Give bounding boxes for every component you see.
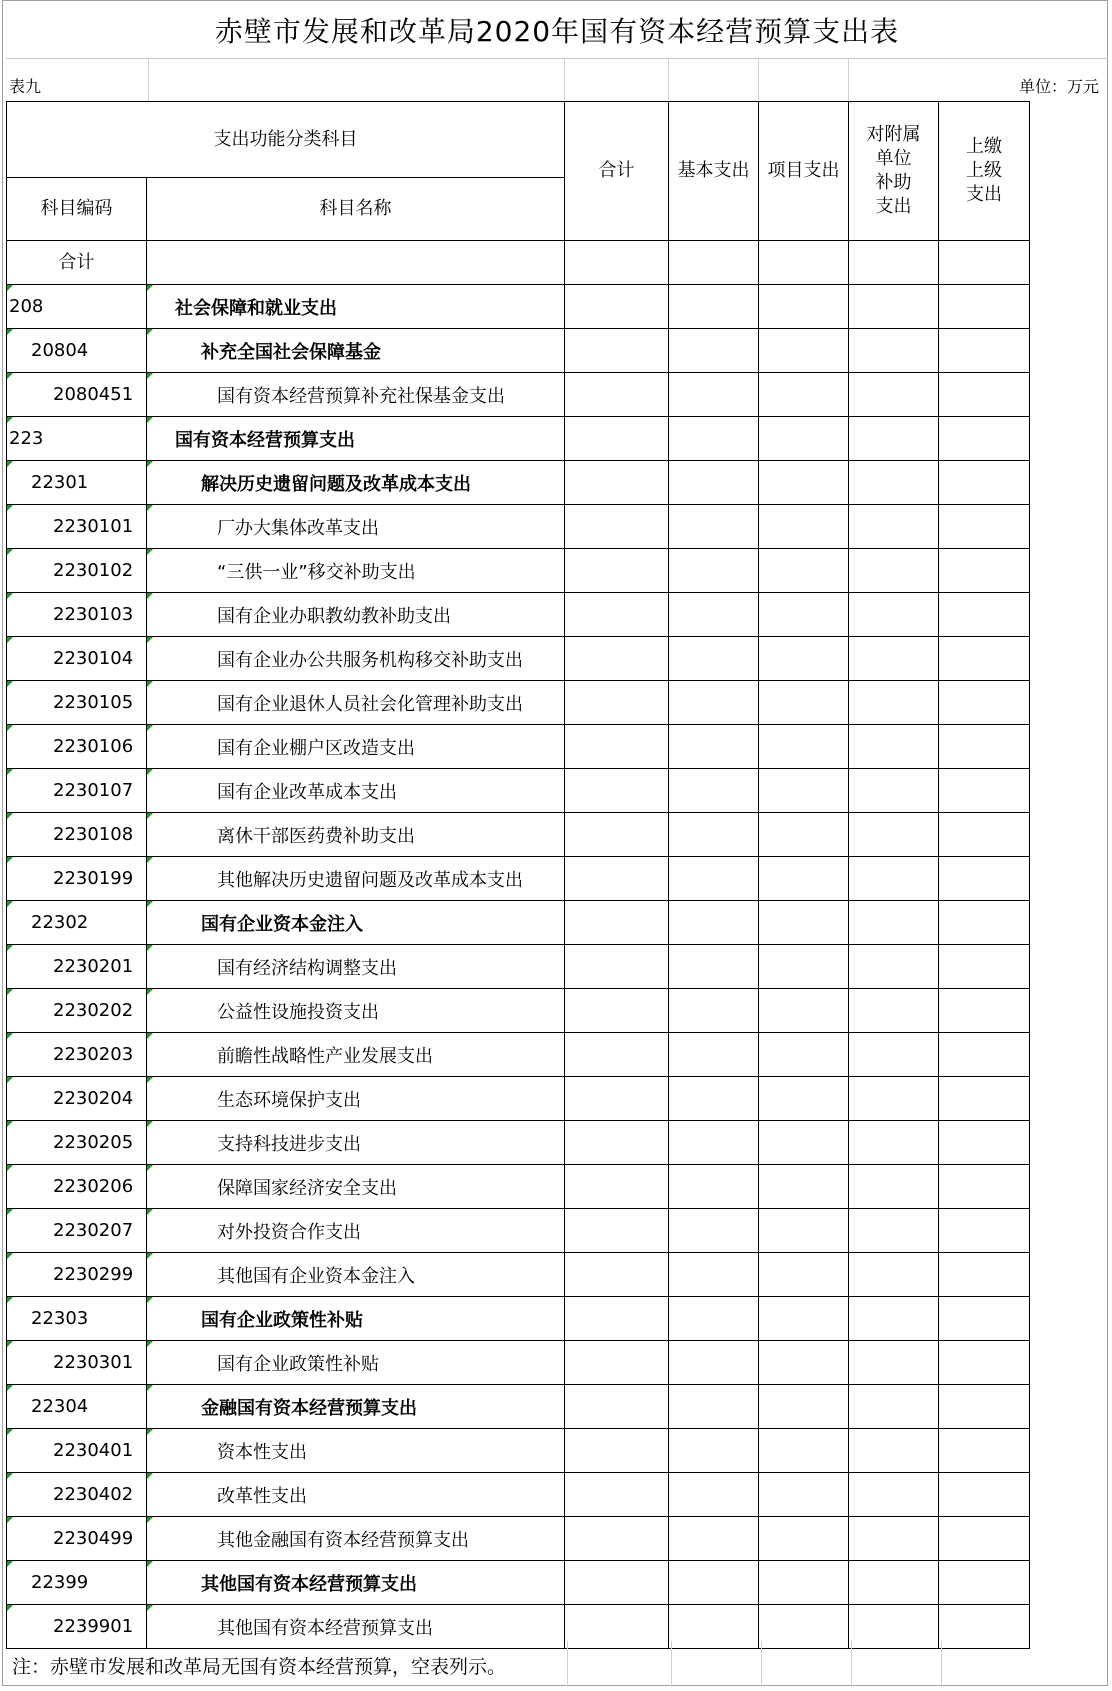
subject-code-cell[interactable]: 22302 [7,901,147,945]
basic-value-cell[interactable] [669,373,759,417]
total-value-cell[interactable] [565,1165,669,1209]
subject-code-cell[interactable]: 2230301 [7,1341,147,1385]
table-row [7,1561,1030,1605]
total-value-cell[interactable] [565,1297,669,1341]
project-value-cell[interactable] [759,1385,849,1429]
table-row [7,857,1030,901]
header-remit: 上缴 上级 支出 [939,102,1030,241]
total-value-cell[interactable] [565,989,669,1033]
total-value-cell[interactable] [565,329,669,373]
header-name: 科目名称 [147,178,565,241]
subject-name-cell[interactable]: 离休干部医药费补助支出 [147,813,565,857]
total-value-cell[interactable] [565,241,669,285]
basic-value-cell[interactable] [669,945,759,989]
table-row [7,1517,1030,1561]
table-row [7,1077,1030,1121]
remit-value-cell[interactable] [939,1209,1030,1253]
subsidy-value-cell[interactable] [849,241,939,285]
total-row [7,241,1030,285]
subject-name-cell[interactable]: 国有企业改革成本支出 [147,769,565,813]
table-row [7,813,1030,857]
gridline [671,1641,672,1687]
subsidy-value-cell[interactable] [849,417,939,461]
table-row [7,461,1030,505]
total-value-cell[interactable] [565,1517,669,1561]
subsidy-value-cell[interactable] [849,1253,939,1297]
header-basic: 基本支出 [669,102,759,241]
subject-name-cell[interactable]: 其他金融国有资本经营预算支出 [147,1517,565,1561]
subject-code-cell[interactable]: 22301 [7,461,147,505]
remit-value-cell[interactable] [939,637,1030,681]
subject-code-cell[interactable]: 2230102 [7,549,147,593]
table-row [7,1253,1030,1297]
subject-name-cell[interactable]: 国有资本经营预算补充社保基金支出 [147,373,565,417]
gridline [851,1641,852,1687]
subject-code-cell[interactable]: 20804 [7,329,147,373]
table-row [7,417,1030,461]
basic-value-cell[interactable] [669,1165,759,1209]
basic-value-cell[interactable] [669,989,759,1033]
total-value-cell[interactable] [565,549,669,593]
table-row [7,989,1030,1033]
subsidy-value-cell[interactable] [849,637,939,681]
subject-code-cell[interactable]: 2230499 [7,1517,147,1561]
subject-name-cell[interactable]: 社会保障和就业支出 [147,285,565,329]
subsidy-value-cell[interactable] [849,1165,939,1209]
subject-code-cell[interactable]: 2230206 [7,1165,147,1209]
basic-value-cell[interactable] [669,1517,759,1561]
project-value-cell[interactable] [759,549,849,593]
subsidy-value-cell[interactable] [849,1121,939,1165]
subsidy-value-cell[interactable] [849,725,939,769]
gridline [941,1641,942,1687]
remit-value-cell[interactable] [939,769,1030,813]
remit-value-cell[interactable] [939,549,1030,593]
total-value-cell[interactable] [565,505,669,549]
project-value-cell[interactable] [759,505,849,549]
project-value-cell[interactable] [759,1033,849,1077]
subject-name-cell[interactable]: 国有企业政策性补贴 [147,1341,565,1385]
gridline [564,58,565,101]
gridline [848,58,849,101]
subsidy-value-cell[interactable] [849,813,939,857]
subject-name-cell[interactable]: 国有企业退休人员社会化管理补助支出 [147,681,565,725]
table-row [7,329,1030,373]
basic-value-cell[interactable] [669,1209,759,1253]
page-title: 赤壁市发展和改革局2020年国有资本经营预算支出表 [6,2,1108,59]
remit-value-cell[interactable] [939,945,1030,989]
header-category: 支出功能分类科目 [7,102,565,178]
total-value-cell[interactable] [565,461,669,505]
remit-value-cell[interactable] [939,285,1030,329]
remit-value-cell[interactable] [939,1033,1030,1077]
remit-value-cell[interactable] [939,1517,1030,1561]
subject-name-cell[interactable]: 对外投资合作支出 [147,1209,565,1253]
subject-name-cell[interactable]: 厂办大集体改革支出 [147,505,565,549]
basic-value-cell[interactable] [669,1341,759,1385]
total-value-cell[interactable] [565,725,669,769]
subject-name-cell[interactable]: “三供一业”移交补助支出 [147,549,565,593]
total-value-cell[interactable] [565,769,669,813]
subject-name-cell[interactable]: 国有企业政策性补贴 [147,1297,565,1341]
subsidy-value-cell[interactable] [849,1517,939,1561]
subject-name-cell[interactable]: 前瞻性战略性产业发展支出 [147,1033,565,1077]
subsidy-value-cell[interactable] [849,1209,939,1253]
subject-code-cell[interactable]: 2230402 [7,1473,147,1517]
basic-value-cell[interactable] [669,241,759,285]
basic-value-cell[interactable] [669,1561,759,1605]
subsidy-value-cell[interactable] [849,901,939,945]
basic-value-cell[interactable] [669,1385,759,1429]
basic-value-cell[interactable] [669,857,759,901]
gridline [668,58,669,101]
subject-code-cell[interactable]: 2230199 [7,857,147,901]
remit-value-cell[interactable] [939,1165,1030,1209]
project-value-cell[interactable] [759,593,849,637]
project-value-cell[interactable] [759,1429,849,1473]
remit-value-cell[interactable] [939,857,1030,901]
project-value-cell[interactable] [759,241,849,285]
subject-name-cell[interactable]: 金融国有资本经营预算支出 [147,1385,565,1429]
table-row [7,1033,1030,1077]
subject-code-cell[interactable]: 2230401 [7,1429,147,1473]
remit-value-cell[interactable] [939,1297,1030,1341]
project-value-cell[interactable] [759,681,849,725]
total-value-cell[interactable] [565,1033,669,1077]
remit-value-cell[interactable] [939,1385,1030,1429]
project-value-cell[interactable] [759,1341,849,1385]
subsidy-value-cell[interactable] [849,1341,939,1385]
basic-value-cell[interactable] [669,769,759,813]
subject-code-cell[interactable]: 208 [7,285,147,329]
remit-value-cell[interactable] [939,1253,1030,1297]
subject-code-cell[interactable]: 2239901 [7,1605,147,1649]
subject-name-cell[interactable]: 补充全国社会保障基金 [147,329,565,373]
remit-value-cell[interactable] [939,1341,1030,1385]
remit-value-cell[interactable] [939,1429,1030,1473]
subject-code-cell[interactable]: 2230104 [7,637,147,681]
subsidy-value-cell[interactable] [849,593,939,637]
project-value-cell[interactable] [759,769,849,813]
subject-code-cell[interactable]: 2230108 [7,813,147,857]
remit-value-cell[interactable] [939,329,1030,373]
project-value-cell[interactable] [759,1561,849,1605]
subsidy-value-cell[interactable] [849,769,939,813]
total-value-cell[interactable] [565,681,669,725]
basic-value-cell[interactable] [669,901,759,945]
remit-value-cell[interactable] [939,725,1030,769]
project-value-cell[interactable] [759,1121,849,1165]
subject-code-cell[interactable]: 2230203 [7,1033,147,1077]
basic-value-cell[interactable] [669,549,759,593]
project-value-cell[interactable] [759,989,849,1033]
total-value-cell[interactable] [565,1473,669,1517]
remit-value-cell[interactable] [939,989,1030,1033]
table-row [7,1385,1030,1429]
subject-name-cell[interactable]: 其他国有资本经营预算支出 [147,1561,565,1605]
table-row [7,1341,1030,1385]
project-value-cell[interactable] [759,1473,849,1517]
subject-code-cell[interactable]: 2230202 [7,989,147,1033]
note-row [6,1641,1108,1687]
project-value-cell[interactable] [759,1517,849,1561]
total-value-cell[interactable] [565,1209,669,1253]
total-value-cell[interactable] [565,1341,669,1385]
subject-name-cell[interactable]: 其他国有企业资本金注入 [147,1253,565,1297]
basic-value-cell[interactable] [669,1077,759,1121]
total-label[interactable]: 合计 [7,241,147,285]
project-value-cell[interactable] [759,461,849,505]
subject-code-cell[interactable]: 2230106 [7,725,147,769]
subject-code-cell[interactable]: 22399 [7,1561,147,1605]
subsidy-value-cell[interactable] [849,549,939,593]
header-project: 项目支出 [759,102,849,241]
subject-name-cell[interactable]: 国有企业办公共服务机构移交补助支出 [147,637,565,681]
table-row [7,681,1030,725]
subsidy-value-cell[interactable] [849,505,939,549]
subject-code-cell[interactable]: 2230205 [7,1121,147,1165]
table-row [7,725,1030,769]
remit-value-cell[interactable] [939,1561,1030,1605]
remit-value-cell[interactable] [939,813,1030,857]
basic-value-cell[interactable] [669,637,759,681]
basic-value-cell[interactable] [669,1253,759,1297]
project-value-cell[interactable] [759,1077,849,1121]
gridline [758,58,759,101]
subsidy-value-cell[interactable] [849,1561,939,1605]
expenditure-table [6,101,1030,1649]
subject-name-cell[interactable]: 资本性支出 [147,1429,565,1473]
subject-name-cell[interactable]: 生态环境保护支出 [147,1077,565,1121]
subsidy-value-cell[interactable] [849,1429,939,1473]
subject-code-cell[interactable]: 2230201 [7,945,147,989]
remit-value-cell[interactable] [939,505,1030,549]
subject-name-cell[interactable]: 国有经济结构调整支出 [147,945,565,989]
table-row [7,285,1030,329]
subsidy-value-cell[interactable] [849,461,939,505]
table-row [7,1121,1030,1165]
unit-label: 单位：万元 [1018,77,1099,96]
subject-code-cell[interactable]: 2080451 [7,373,147,417]
total-value-cell[interactable] [565,593,669,637]
project-value-cell[interactable] [759,725,849,769]
remit-value-cell[interactable] [939,241,1030,285]
subsidy-value-cell[interactable] [849,857,939,901]
basic-value-cell[interactable] [669,593,759,637]
remit-value-cell[interactable] [939,1473,1030,1517]
total-value-cell[interactable] [565,1121,669,1165]
table-row [7,1209,1030,1253]
project-value-cell[interactable] [759,637,849,681]
basic-value-cell[interactable] [669,1121,759,1165]
subject-name-cell[interactable]: 其他国有资本经营预算支出 [147,1605,565,1649]
table-row [7,593,1030,637]
subject-code-cell[interactable]: 2230107 [7,769,147,813]
subject-code-cell[interactable]: 2230207 [7,1209,147,1253]
remit-value-cell[interactable] [939,593,1030,637]
basic-value-cell[interactable] [669,1033,759,1077]
remit-value-cell[interactable] [939,1121,1030,1165]
gridline [761,1641,762,1687]
basic-value-cell[interactable] [669,285,759,329]
basic-value-cell[interactable] [669,1429,759,1473]
subject-code-cell[interactable]: 2230101 [7,505,147,549]
subsidy-value-cell[interactable] [849,989,939,1033]
subsidy-value-cell[interactable] [849,1385,939,1429]
total-value-cell[interactable] [565,813,669,857]
subject-code-cell[interactable]: 2230204 [7,1077,147,1121]
project-value-cell[interactable] [759,945,849,989]
gridline [567,1641,568,1687]
subject-name-cell[interactable]: 国有资本经营预算支出 [147,417,565,461]
basic-value-cell[interactable] [669,681,759,725]
subject-code-cell[interactable]: 22304 [7,1385,147,1429]
total-value-cell[interactable] [565,373,669,417]
total-value-cell[interactable] [565,901,669,945]
header-subsidy: 对附属 单位 补助 支出 [849,102,939,241]
subsidy-value-cell[interactable] [849,1473,939,1517]
project-value-cell[interactable] [759,1165,849,1209]
subject-name-cell[interactable]: 国有企业棚户区改造支出 [147,725,565,769]
subject-code-cell[interactable]: 2230105 [7,681,147,725]
basic-value-cell[interactable] [669,329,759,373]
table-row [7,945,1030,989]
table-row [7,637,1030,681]
subsidy-value-cell[interactable] [849,681,939,725]
table-row [7,1429,1030,1473]
table-row [7,549,1030,593]
subject-name-cell[interactable]: 保障国家经济安全支出 [147,1165,565,1209]
project-value-cell[interactable] [759,1253,849,1297]
basic-value-cell[interactable] [669,1297,759,1341]
total-value-cell[interactable] [565,1429,669,1473]
spreadsheet [2,0,1108,1686]
total-name-cell[interactable] [147,241,565,285]
subject-name-cell[interactable]: 支持科技进步支出 [147,1121,565,1165]
header-total: 合计 [565,102,669,241]
subject-name-cell[interactable]: 解决历史遗留问题及改革成本支出 [147,461,565,505]
subject-name-cell[interactable]: 公益性设施投资支出 [147,989,565,1033]
subject-name-cell[interactable]: 国有企业资本金注入 [147,901,565,945]
project-value-cell[interactable] [759,1209,849,1253]
project-value-cell[interactable] [759,329,849,373]
total-value-cell[interactable] [565,417,669,461]
subject-name-cell[interactable]: 改革性支出 [147,1473,565,1517]
basic-value-cell[interactable] [669,725,759,769]
project-value-cell[interactable] [759,857,849,901]
project-value-cell[interactable] [759,901,849,945]
table-row [7,1165,1030,1209]
basic-value-cell[interactable] [669,505,759,549]
subsidy-value-cell[interactable] [849,945,939,989]
project-value-cell[interactable] [759,285,849,329]
remit-value-cell[interactable] [939,901,1030,945]
subsidy-value-cell[interactable] [849,1077,939,1121]
table-row [7,505,1030,549]
table-row [7,1473,1030,1517]
remit-value-cell[interactable] [939,373,1030,417]
project-value-cell[interactable] [759,373,849,417]
subsidy-value-cell[interactable] [849,373,939,417]
table-row [7,1297,1030,1341]
total-value-cell[interactable] [565,1077,669,1121]
footnote: 注：赤壁市发展和改革局无国有资本经营预算，空表列示。 [12,1656,507,1678]
subject-name-cell[interactable]: 国有企业办职教幼教补助支出 [147,593,565,637]
total-value-cell[interactable] [565,1561,669,1605]
subject-name-cell[interactable]: 其他解决历史遗留问题及改革成本支出 [147,857,565,901]
basic-value-cell[interactable] [669,1473,759,1517]
table-row [7,901,1030,945]
table-row [7,769,1030,813]
total-value-cell[interactable] [565,637,669,681]
gridline [148,58,149,101]
table-row [7,373,1030,417]
subsidy-value-cell[interactable] [849,1297,939,1341]
table-number: 表九 [9,77,42,96]
subsidy-value-cell[interactable] [849,285,939,329]
remit-value-cell[interactable] [939,417,1030,461]
subject-code-cell[interactable]: 2230299 [7,1253,147,1297]
subsidy-value-cell[interactable] [849,329,939,373]
subject-code-cell[interactable]: 22303 [7,1297,147,1341]
subsidy-value-cell[interactable] [849,1033,939,1077]
basic-value-cell[interactable] [669,813,759,857]
basic-value-cell[interactable] [669,417,759,461]
total-value-cell[interactable] [565,1253,669,1297]
total-value-cell[interactable] [565,857,669,901]
basic-value-cell[interactable] [669,461,759,505]
project-value-cell[interactable] [759,813,849,857]
remit-value-cell[interactable] [939,461,1030,505]
remit-value-cell[interactable] [939,1077,1030,1121]
subject-code-cell[interactable]: 2230103 [7,593,147,637]
total-value-cell[interactable] [565,1385,669,1429]
remit-value-cell[interactable] [939,681,1030,725]
total-value-cell[interactable] [565,945,669,989]
subject-code-cell[interactable]: 223 [7,417,147,461]
project-value-cell[interactable] [759,1297,849,1341]
project-value-cell[interactable] [759,417,849,461]
header-code: 科目编码 [7,178,147,241]
total-value-cell[interactable] [565,285,669,329]
